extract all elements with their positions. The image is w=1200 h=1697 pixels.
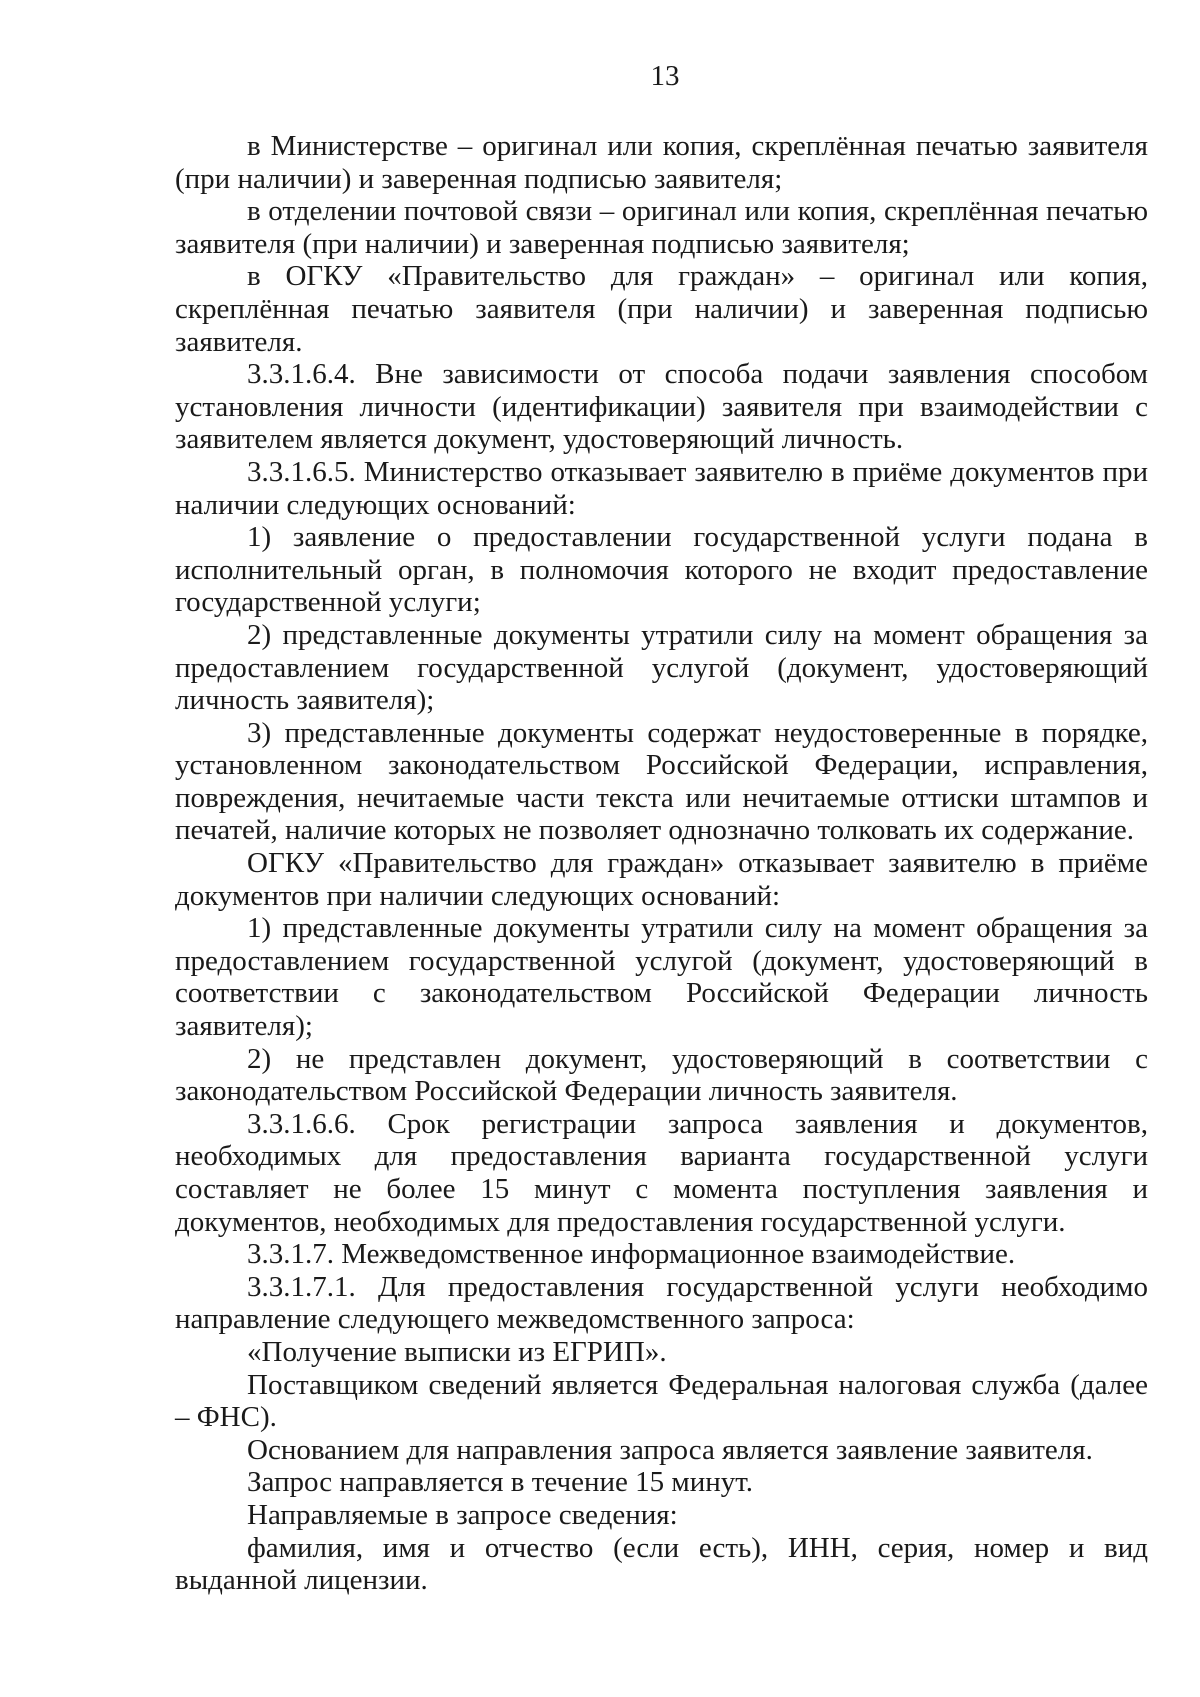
paragraph-3-3-1-7: 3.3.1.7. Межведомственное информационное взаимодействие. bbox=[247, 1238, 1016, 1271]
paragraph-3-3-1-6-4: 3.3.1.6.4. Вне зависимости от способа подачи заявления способом установления личности (идентификации) заявителя при взаимодействии с заявителем является документ, удостоверяющий личность. bbox=[175, 358, 1148, 456]
list-item-ogku-2: 2) не представлен документ, удостоверяющий в соответствии с законодательством Российской Федерации личность заявителя. bbox=[175, 1042, 1148, 1108]
list-item-ministry-2: 2) представленные документы утратили силу на момент обращения за предоставлением государственной услугой (документ, удостоверяющий личность заявителя); bbox=[175, 618, 1148, 717]
paragraph-request-fields: фамилия, имя и отчество (если есть), ИНН, серия, номер и вид выданной лицензии. bbox=[175, 1531, 1148, 1597]
paragraph-request-name: «Получение выписки из ЕГРИП». bbox=[247, 1335, 667, 1368]
document-body bbox=[175, 130, 1148, 1597]
paragraph-ogku-copy: в ОГКУ «Правительство для граждан» – оригинал или копия, скреплённая печатью заявителя (при наличии) и заверенная подписью заявителя. bbox=[175, 260, 1148, 358]
paragraph-post-office-copy: в отделении почтовой связи – оригинал или копия, скреплённая печатью заявителя (при наличии) и заверенная подписью заявителя; bbox=[175, 195, 1148, 260]
paragraph-ministry-copy: в Министерстве – оригинал или копия, скреплённая печатью заявителя (при наличии) и заверенная подписью заявителя; bbox=[175, 130, 1148, 195]
paragraph-request-basis: Основанием для направления запроса является заявление заявителя. bbox=[247, 1433, 1093, 1466]
page-number: 13 bbox=[650, 60, 680, 92]
paragraph-request-fields-heading: Направляемые в запросе сведения: bbox=[247, 1498, 678, 1531]
list-item-ministry-3: 3) представленные документы содержат неудостоверенные в порядке, установленном законодательством Российской Федерации, исправления, повреждения, нечитаемые части текста или нечитаемые оттиски штампов и печатей, наличие которых не позволяет однозначно толковать их содержание. bbox=[175, 716, 1148, 847]
paragraph-ogku-refusal: ОГКУ «Правительство для граждан» отказывает заявителю в приёме документов при наличии следующих оснований: bbox=[175, 847, 1148, 912]
paragraph-3-3-1-6-5: 3.3.1.6.5. Министерство отказывает заявителю в приёме документов при наличии следующих оснований: bbox=[175, 455, 1148, 521]
paragraph-request-timing: Запрос направляется в течение 15 минут. bbox=[247, 1466, 754, 1499]
paragraph-provider: Поставщиком сведений является Федеральная налоговая служба (далее – ФНС). bbox=[175, 1368, 1148, 1434]
paragraph-3-3-1-6-6: 3.3.1.6.6. Срок регистрации запроса заявления и документов, необходимых для предоставления варианта государственной услуги составляет не более 15 минут с момента поступления заявления и документов, необходимых для предоставления государственной услуги. bbox=[175, 1107, 1148, 1238]
list-item-ogku-1: 1) представленные документы утратили силу на момент обращения за предоставлением государственной услугой (документ, удостоверяющий в соответствии с законодательством Российской Федерации личность заявителя); bbox=[175, 912, 1148, 1043]
paragraph-3-3-1-7-1: 3.3.1.7.1. Для предоставления государственной услуги необходимо направление следующего межведомственного запроса: bbox=[175, 1270, 1148, 1336]
list-item-ministry-1: 1) заявление о предоставлении государственной услуги подана в исполнительный орган, в полномочия которого не входит предоставление государственной услуги; bbox=[175, 521, 1148, 619]
